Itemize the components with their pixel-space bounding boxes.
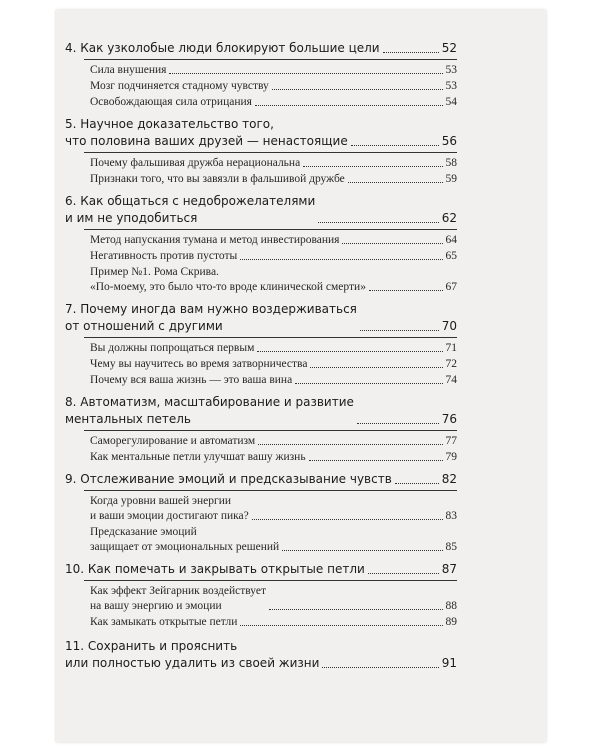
section-entry	[90, 434, 457, 449]
dot-leader	[318, 222, 438, 223]
section-page-number: 67	[445, 281, 457, 293]
chapter-page-number: 91	[441, 656, 457, 670]
section-entry	[90, 341, 457, 356]
dot-leader	[272, 89, 443, 90]
section-title: Саморегулирование и автоматизм	[90, 435, 256, 447]
section-entry	[90, 233, 457, 248]
chapter-heading	[65, 40, 457, 57]
section-title: Как замыкать открытые петли	[90, 616, 238, 628]
dot-leader	[351, 145, 439, 146]
section-entry	[90, 249, 457, 264]
chapter-heading	[65, 394, 457, 428]
dot-leader	[295, 383, 442, 384]
section-title: Сила внушения	[90, 64, 167, 76]
section-list	[84, 430, 457, 465]
section-page-number: 58	[445, 157, 457, 169]
section-list	[84, 337, 457, 388]
section-entry	[90, 584, 457, 614]
section-title: Как ментальные петли улучшат вашу жизнь	[90, 451, 306, 463]
dot-leader	[240, 259, 442, 260]
chapter-title: 9. Отслеживание эмоций и предсказывание чувств	[65, 472, 392, 486]
section-entry	[90, 172, 457, 187]
dot-leader	[169, 73, 442, 74]
section-title: Метод напускания тумана и метод инвестирования	[90, 234, 340, 246]
section-page-number: 72	[445, 358, 457, 370]
dot-leader	[357, 423, 439, 424]
chapter-6	[65, 193, 457, 295]
chapter-title: 7. Почему иногда вам нужно воздерживаться от отношений с другими	[65, 302, 357, 333]
table-of-contents	[65, 40, 457, 678]
chapter-title: 11. Сохранить и прояснить или полностью удалить из своей жизни	[65, 639, 320, 670]
dot-leader	[360, 330, 439, 331]
section-title: Признаки того, что вы завязли в фальшивой дружбе	[90, 173, 345, 185]
section-entry	[90, 95, 457, 110]
section-entry	[90, 494, 457, 524]
chapter-heading	[65, 193, 457, 227]
section-list	[84, 152, 457, 187]
section-title: Пример №1. Рома Скрива. «По-моему, это было что-то вроде клинической смерти»	[90, 266, 366, 293]
section-list	[84, 490, 457, 555]
chapter-page-number: 87	[441, 562, 457, 576]
dot-leader	[383, 52, 439, 53]
section-entry	[90, 63, 457, 78]
dot-leader	[252, 519, 443, 520]
section-page-number: 53	[445, 80, 457, 92]
chapter-heading	[65, 301, 457, 335]
section-title: Когда уровни вашей энергии и ваши эмоции достигают пика?	[90, 495, 249, 522]
section-list	[84, 59, 457, 110]
section-page-number: 54	[445, 96, 457, 108]
chapter-title: 10. Как помечать и закрывать открытые петли	[65, 562, 365, 576]
section-title: Почему вся ваша жизнь — это ваша вина	[90, 374, 293, 386]
dot-leader	[257, 351, 442, 352]
section-title: Почему фальшивая дружба нерациональна	[90, 157, 301, 169]
section-entry	[90, 79, 457, 94]
chapter-7	[65, 301, 457, 388]
chapter-title: 6. Как общаться с недоброжелателями и им не уподобиться	[65, 194, 316, 225]
dot-leader	[322, 667, 438, 668]
section-page-number: 59	[445, 173, 457, 185]
section-entry	[90, 525, 457, 555]
chapter-page-number: 82	[441, 472, 457, 486]
dot-leader	[282, 550, 442, 551]
chapter-page-number: 70	[441, 319, 457, 333]
section-title: Освобождающая сила отрицания	[90, 96, 252, 108]
chapter-title: 4. Как узколобые люди блокируют большие цели	[65, 41, 380, 55]
section-page-number: 77	[445, 435, 457, 447]
section-entry	[90, 357, 457, 372]
chapter-page-number: 52	[441, 41, 457, 55]
section-entry	[90, 615, 457, 630]
dot-leader	[395, 483, 439, 484]
section-title: Мозг подчиняется стадному чувству	[90, 80, 269, 92]
section-title: Как эффект Зейгарник воздействует на вашу энергию и эмоции	[90, 585, 267, 612]
chapter-heading	[65, 638, 457, 672]
section-page-number: 79	[445, 451, 457, 463]
section-title: Чему вы научитесь во время затворничества	[90, 358, 308, 370]
chapter-heading	[65, 471, 457, 488]
dot-leader	[369, 290, 443, 291]
section-page-number: 74	[445, 374, 457, 386]
section-page-number: 88	[445, 600, 457, 612]
chapter-heading	[65, 116, 457, 150]
chapter-5	[65, 116, 457, 187]
section-page-number: 53	[445, 64, 457, 76]
chapter-9	[65, 471, 457, 555]
section-title: Предсказание эмоций защищает от эмоциональных решений	[90, 526, 280, 553]
dot-leader	[342, 243, 442, 244]
section-page-number: 83	[445, 510, 457, 522]
section-page-number: 65	[445, 250, 457, 262]
section-page-number: 85	[445, 541, 457, 553]
chapter-title: 8. Автоматизм, масштабирование и развитие ментальных петель	[65, 395, 354, 426]
section-page-number: 71	[445, 342, 457, 354]
dot-leader	[368, 573, 439, 574]
section-page-number: 64	[445, 234, 457, 246]
chapter-page-number: 56	[441, 134, 457, 148]
section-entry	[90, 265, 457, 295]
section-title: Негативность против пустоты	[90, 250, 238, 262]
chapter-11	[65, 638, 457, 672]
dot-leader	[310, 367, 442, 368]
chapter-page-number: 76	[441, 412, 457, 426]
section-page-number: 89	[445, 616, 457, 628]
dot-leader	[309, 460, 443, 461]
section-list	[84, 580, 457, 630]
dot-leader	[348, 182, 443, 183]
dot-leader	[255, 105, 443, 106]
chapter-10	[65, 561, 457, 630]
chapter-4	[65, 40, 457, 110]
chapter-heading	[65, 561, 457, 578]
section-entry	[90, 373, 457, 388]
section-list	[84, 229, 457, 295]
dot-leader	[240, 625, 442, 626]
dot-leader	[303, 166, 442, 167]
chapter-8	[65, 394, 457, 465]
section-entry	[90, 156, 457, 171]
chapter-title: 5. Научное доказательство того, что половина ваших друзей — ненастоящие	[65, 117, 348, 148]
section-entry	[90, 450, 457, 465]
section-title: Вы должны попрощаться первым	[90, 342, 255, 354]
chapter-page-number: 62	[441, 211, 457, 225]
dot-leader	[258, 444, 442, 445]
dot-leader	[269, 609, 442, 610]
